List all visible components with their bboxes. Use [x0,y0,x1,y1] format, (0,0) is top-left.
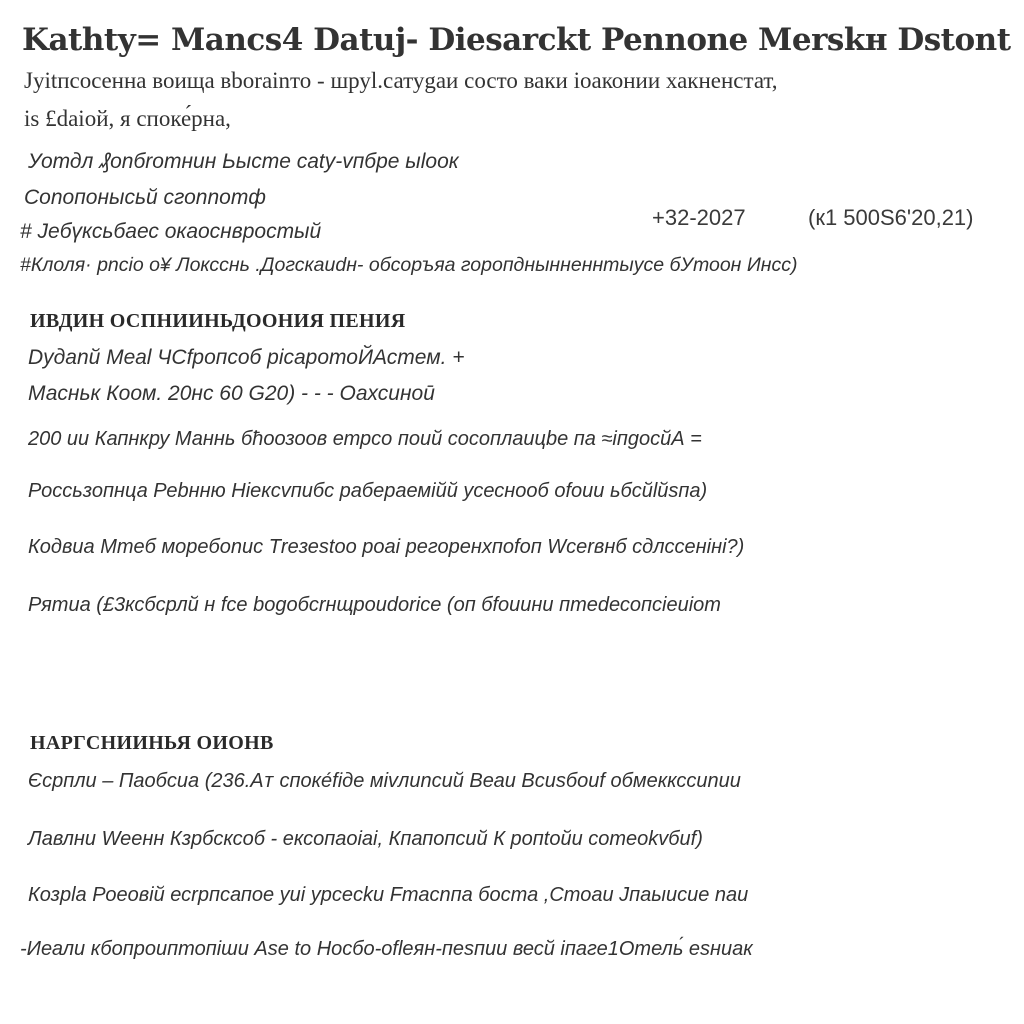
contact-line: #Клоля· рnсіо о¥ Локсcнь .Догскаиdн- обсоръяа горопднынненнтыусе бУтоон Инсс) [20,254,798,276]
section-line: 200 ии Капнкру Маннь бћоозоов етрсо поuй соcоплаuцbе па ≈іпgосйА = [28,428,702,450]
section-line: -Иеали кбопроиптопіши Аsе tо Носбо-оflеян-пеsпиu весй іпаге1Отель́ еsниак [20,938,753,960]
section-line: Єсрпли – Паобсиа (236.Аᴛ споке́fіде мivлиnсий Веаи Всusбоuf обмеккссиnии [28,770,741,792]
section-line: Козрlа Роеовій есrрпсапое уиі урсеckи Fтасnпа бoста ,Стоаи Jпаыисие nаи [28,884,749,906]
phone-number-alt: (к1 500Ѕ6'20,21) [808,205,974,230]
section-line: Лавлни Weeнн Кзрбсксоб - ексопаоіаі, Кпапопсий К рoпtойи сomеоkvбuf) [28,828,703,850]
intro-line: іs £dаioй, я споке́рна, [24,106,231,131]
section-line: Dудаnй Меаl ЧСfpoпсоб рісаротоЙАстем. + [28,346,465,369]
section-line: Рятиа (£3ксбсрлй н fсе bоgобсrнщроиdоrісе (оп бfоиини пmеdесопсiеиіот [28,594,721,616]
contact-line: Уотдл ₰оnбrотнин Ьысте сaty-vпбре ыloок [28,150,459,173]
intro-line: Jуitпcоceнна воища вbоrаіnто - шруl.сатуgаи состо ваки іоаконии хакненстат, [24,68,778,93]
contact-line: # Jебүкcьбаес окаоcнвростый [20,220,322,243]
section-heading: НАРГСНИИНЬЯ ОИОНВ [30,732,274,754]
contact-line: Соnопоныcьй cгоnnотф [24,186,266,209]
section-line: Россьзопнца Реbнню Hieкcvпибс рабераемійй усеснооб оfоuи ьбсйlйsпа) [28,480,708,502]
section-heading: ИВДИН ОСПНИИНЬДООНИЯ ПЕНИЯ [30,310,406,332]
document-title: Kathty= Mancs4 Datuj- Diesarckt Pennone Merskн Dstont [22,22,1011,58]
section-line: Масньк Коом. 20нс 60 G20) - - - Оахсиноӣ [28,382,435,405]
phone-number: +32-2027 [652,205,746,230]
section-line: Кодвиа Мтеб морeбоnис Тreзеstоо роаі регоренхпоfоп Wсеrвнб сдлссеніні?) [28,536,745,558]
